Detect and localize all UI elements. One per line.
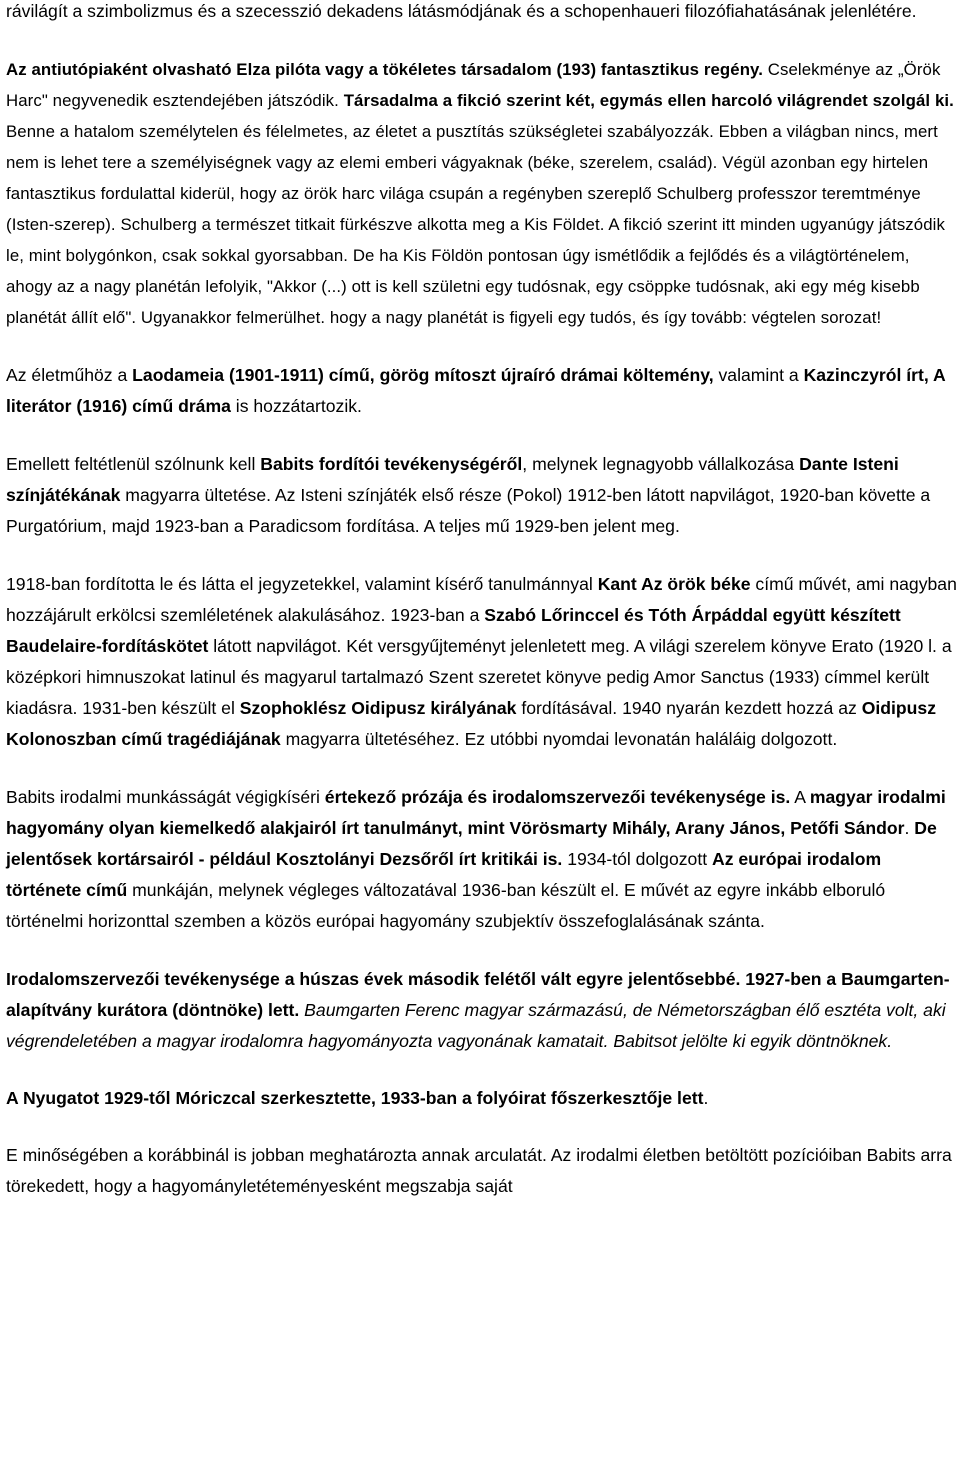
bold-span: Szophoklész Oidipusz királyának xyxy=(239,698,517,718)
text-span: című művét, ami nagyban hozzájárult erkölcsi szemléletének alakulásához. 1923-ban a xyxy=(6,574,957,625)
text-span: magyarra ültetése. Az Isteni színjáték első része (Pokol) 1912-ben látott napvilágot, 1920-ban követte a Purgatórium, majd 1923-ban a Paradicsom fordítása. A teljes mű 1929-ben jelent meg. xyxy=(6,485,931,536)
bold-span: Az antiutópiaként olvasható Elza pilóta vagy a tökéletes társadalom (193) fantasztikus regény. xyxy=(6,60,764,79)
bold-span: Dante Isteni színjátékának xyxy=(6,454,899,505)
bold-span: Laodameia (1901-1911) című, görög mítoszt újraíró drámai költemény, xyxy=(132,365,714,385)
text-span: Cselekménye az „Örök Harc" negyvenedik esztendejében játszódik. xyxy=(6,60,941,110)
paragraph-gap xyxy=(6,755,957,782)
text-span: munkáján, melynek végleges változatával 1936-ban készült el. E művét az egyre inkább elboruló történelmi horizonttal szemben a közös európai hagyomány szubjektív összefoglalásának szánta. xyxy=(6,880,886,931)
text-span: A xyxy=(790,787,810,807)
text-span: rávilágít a szimbolizmus és a szecesszió dekadens látásmódjának és a schopenhaueri filozófiahatásának jelenlétére. xyxy=(6,1,917,21)
text-span: 1918-ban fordította le és látta el jegyzetekkel, valamint kísérő tanulmánnyal xyxy=(6,574,598,594)
italic-span: Baumgarten Ferenc magyar származású, de Németországban élő esztéta volt, aki végrendeletében a magyar irodalomra hagyományozta vagyonának kamatait. Babitsot jelölte ki egyik döntnöknek. xyxy=(6,1000,946,1051)
bold-span: Oidipusz Kolonoszban című tragédiájának xyxy=(6,698,936,749)
paragraph-3 xyxy=(6,360,957,422)
text-span: . xyxy=(703,1088,709,1108)
bold-span: Kant Az örök béke xyxy=(597,574,751,594)
paragraph-gap xyxy=(6,27,957,54)
paragraph-9 xyxy=(6,1140,957,1202)
text-span: Babits irodalmi munkásságát végigkíséri xyxy=(6,787,325,807)
paragraph-7 xyxy=(6,964,957,1057)
text-span: . xyxy=(904,818,915,838)
paragraph-gap xyxy=(6,542,957,569)
text-span: valamint a xyxy=(713,365,804,385)
paragraph-8 xyxy=(6,1083,957,1114)
text-span: fordításával. 1940 nyarán kezdett hozzá az xyxy=(516,698,862,718)
paragraph-5 xyxy=(6,569,957,755)
text-span: Benne a hatalom személytelen és félelmetes, az életet a pusztítás szükségletei szabályozzák. xyxy=(6,122,714,141)
bold-span: magyar irodalmi hagyomány olyan kiemelkedő alakjairól írt tanulmányt, mint Vörösmarty Mihály, Arany János, Petőfi Sándor xyxy=(6,787,946,838)
bold-span: Kazinczyról írt, A literátor (1916) című dráma xyxy=(6,365,945,416)
text-span: , melynek legnagyobb vállalkozása xyxy=(522,454,800,474)
text-span: látott napvilágot. Két versgyűjteményt jelenletett meg. A világi szerelem könyve Erato (1920 l. a középkori himnuszokat latinul és magyarul tartalmazó Szent szeretet könyve pedig Amor Sanctus (1933) címmel került kiadásra. 1931-ben készült el xyxy=(6,636,952,718)
text-span: Az életműhöz a xyxy=(6,365,133,385)
paragraph-4 xyxy=(6,449,957,542)
text-span: E minőségében a korábbinál is jobban meghatározta annak arculatát. Az irodalmi életben betöltött pozícióiban Babits arra törekedett, hogy a hagyományletéteményesként megszabja saját xyxy=(6,1145,952,1196)
text-span: Ebben a világban nincs, mert nem is lehet tere a személyiségnek vagy az elemi emberi vágyaknak (béke, szerelem, család). Végül azonban egy hirtelen fantasztikus fordulattal kiderül, hogy az örök harc világa csupán a regényben szereplő Schulberg professzor teremtménye (Isten-szerep). Schulberg a természet titkait fürkészve alkotta meg a Kis Földet. A fikció szerint itt minden ugyanúgy játszódik le, mint bolygónkon, csak sokkal gyorsabban. De ha Kis Földön pontosan úgy ismétlődik a fejlődés és a világtörténelem, ahogy az a nagy planétán lefolyik, "Akkor (...) ott is kell születni egy tudósnak, egy csöppke tudósnak, aki egy még kisebb planétát állít elő". Ugyanakkor felmerülhet. hogy a nagy planétát is figyeli egy tudós, és így tovább: végtelen sorozat! xyxy=(6,122,945,327)
paragraph-2 xyxy=(6,54,957,333)
bold-span: De jelentősek kortársairól - például Kosztolányi Dezsőről írt kritikái is. xyxy=(6,818,937,869)
paragraph-6 xyxy=(6,782,957,937)
paragraph-gap xyxy=(6,333,957,360)
text-span: 1934-tól dolgozott xyxy=(562,849,712,869)
bold-span: Babits fordítói tevékenységéről xyxy=(260,454,523,474)
paragraph-gap xyxy=(6,937,957,964)
paragraph-gap xyxy=(6,1057,957,1083)
text-span: is hozzátartozik. xyxy=(230,396,362,416)
bold-span: értekező prózája és irodalomszervezői tevékenysége is. xyxy=(324,787,791,807)
paragraph-gap xyxy=(6,422,957,449)
bold-span: Irodalomszervezői tevékenysége a húszas évek második felétől vált egyre jelentősebbé. 1927-ben a Baumgarten-alapítvány kurátora (döntnöke) lett. xyxy=(6,969,950,1020)
bold-span: Szabó Lőrinccel és Tóth Árpáddal együtt készített Baudelaire-fordításkötet xyxy=(6,605,901,656)
bold-span: Az európai irodalom története című xyxy=(6,849,882,900)
text-span: Emellett feltétlenül szólnunk kell xyxy=(6,454,261,474)
text-span: magyarra ültetéséhez. Ez utóbbi nyomdai levonatán haláláig dolgozott. xyxy=(280,729,838,749)
bold-span: Társadalma a fikció szerint két, egymás ellen harcoló világrendet szolgál ki. xyxy=(343,91,954,110)
paragraph-1 xyxy=(6,0,957,27)
bold-span: A Nyugatot 1929-től Móriczcal szerkesztette, 1933-ban a folyóirat főszerkesztője lett xyxy=(6,1088,704,1108)
paragraph-gap xyxy=(6,1114,957,1140)
